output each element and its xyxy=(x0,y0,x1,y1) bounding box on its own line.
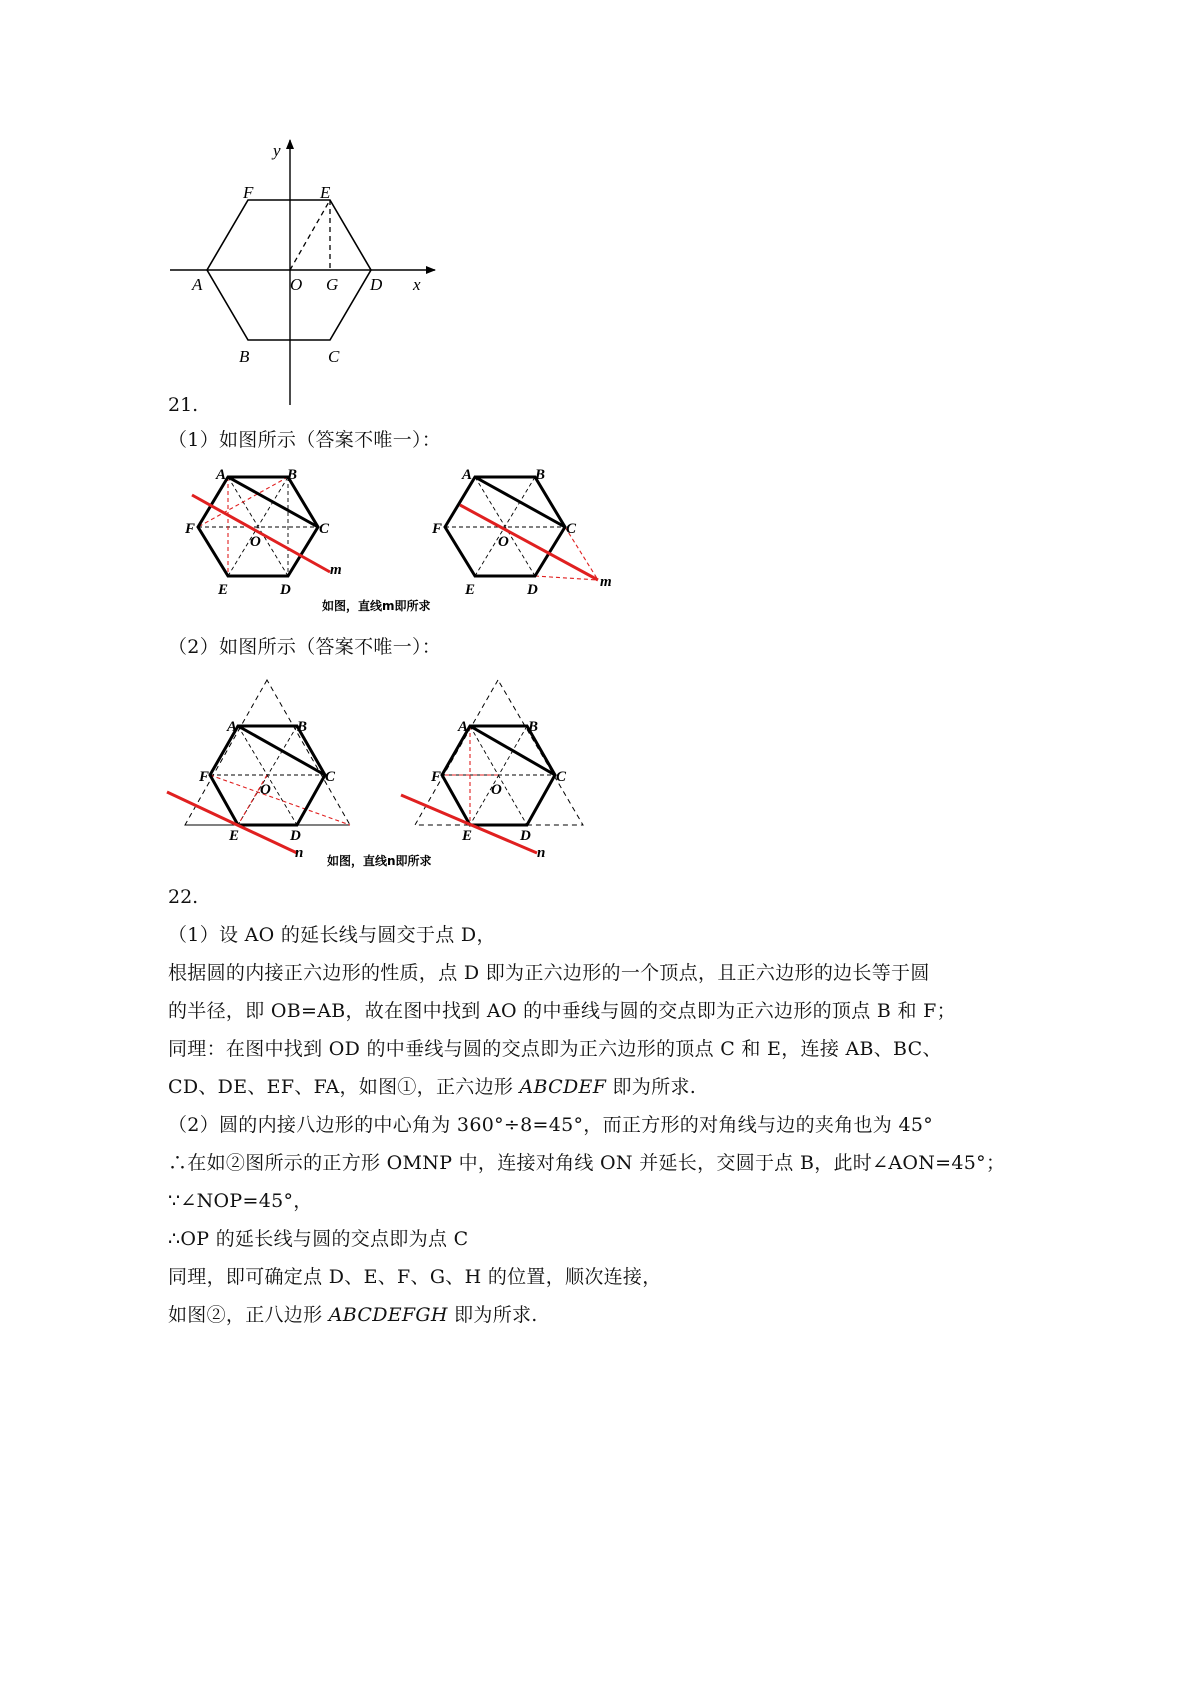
svg-text:O: O xyxy=(498,534,509,550)
q21-number: 21. xyxy=(168,394,199,416)
svg-text:A: A xyxy=(462,467,473,483)
svg-text:D: D xyxy=(520,828,531,844)
svg-text:E: E xyxy=(465,582,476,598)
svg-text:F: F xyxy=(185,521,196,537)
hexagon-name: ABCDEF xyxy=(519,1076,607,1098)
q22-number: 22. xyxy=(168,886,199,908)
q21-part2-figures xyxy=(165,675,605,875)
svg-text:D: D xyxy=(280,582,291,598)
q21-part1-figures xyxy=(180,462,620,617)
svg-text:F: F xyxy=(431,769,442,785)
svg-text:m: m xyxy=(600,574,612,590)
svg-text:B: B xyxy=(297,719,308,735)
q22-line-11-post: 即为所求. xyxy=(447,1304,538,1326)
line-m-right xyxy=(460,505,598,580)
q22-line-5 xyxy=(168,1075,696,1099)
svg-text:O: O xyxy=(491,782,502,798)
caption-n: 如图，直线n即所求 xyxy=(327,854,432,868)
svg-text:C: C xyxy=(325,769,336,785)
svg-text:D: D xyxy=(290,828,301,844)
svg-text:n: n xyxy=(295,845,304,861)
svg-text:O: O xyxy=(250,534,261,550)
label-a: A xyxy=(192,275,203,294)
svg-text:E: E xyxy=(218,582,229,598)
x-axis-arrow xyxy=(426,266,436,274)
q21-hexagon-right xyxy=(431,467,612,598)
q22-line-1: （1）设 AO 的延长线与圆交于点 D， xyxy=(168,924,496,946)
q21-hexagon-left xyxy=(184,467,342,598)
svg-text:D: D xyxy=(527,582,538,598)
svg-text:E: E xyxy=(229,828,240,844)
y-axis-arrow xyxy=(286,139,294,149)
q22-line-5-pre: CD、DE、EF、FA，如图①，正六边形 xyxy=(168,1076,520,1098)
svg-text:A: A xyxy=(458,719,469,735)
svg-text:B: B xyxy=(535,467,546,483)
q22-line-11 xyxy=(168,1303,538,1327)
svg-text:O: O xyxy=(260,782,271,798)
q22-line-2: 根据圆的内接正六边形的性质，点 D 即为正六边形的一个顶点，且正六边形的边长等于圆 xyxy=(168,962,930,984)
svg-text:A: A xyxy=(227,719,238,735)
svg-text:m: m xyxy=(330,562,342,578)
q22-line-10: 同理，即可确定点 D、E、F、G、H 的位置，顺次连接， xyxy=(168,1266,662,1288)
q22-line-3: 的半径，即 OB=AB，故在图中找到 AO 的中垂线与圆的交点即为正六边形的顶点 B 和 F； xyxy=(168,1000,956,1022)
label-d: D xyxy=(370,275,383,294)
svg-text:n: n xyxy=(537,845,546,861)
svg-text:E: E xyxy=(462,828,473,844)
q22-line-6: （2）圆的内接八边形的中心角为 360°÷8=45°，而正方形的对角线与边的夹角也为 45° xyxy=(168,1114,934,1136)
line-m-left xyxy=(192,495,330,572)
caption-m: 如图，直线m即所求 xyxy=(322,599,431,613)
q21-hexagon-triangle-left xyxy=(167,680,350,861)
svg-text:A: A xyxy=(216,467,227,483)
q22-line-5-post: 即为所求. xyxy=(606,1076,697,1098)
svg-text:B: B xyxy=(287,467,298,483)
q22-line-8: ∵∠NOP=45°， xyxy=(168,1190,313,1212)
label-c: C xyxy=(328,347,340,366)
segment-oe xyxy=(290,200,330,270)
label-o: O xyxy=(290,275,303,294)
svg-text:C: C xyxy=(556,769,567,785)
svg-text:F: F xyxy=(432,521,443,537)
label-y: y xyxy=(273,141,281,160)
q22-line-9: ∴OP 的延长线与圆的交点即为点 C xyxy=(168,1228,469,1250)
label-b: B xyxy=(239,347,250,366)
hexagon-coordinate-figure xyxy=(170,135,460,415)
q22-line-11-pre: 如图②，正八边形 xyxy=(168,1304,329,1326)
label-e: E xyxy=(320,183,331,202)
svg-text:F: F xyxy=(199,769,210,785)
svg-text:C: C xyxy=(319,521,330,537)
label-f: F xyxy=(243,183,254,202)
octagon-name: ABCDEFGH xyxy=(328,1304,448,1326)
label-g: G xyxy=(326,275,339,294)
q21-part2-line: （2）如图所示（答案不唯一）： xyxy=(168,636,442,658)
q21-part1-line: （1）如图所示（答案不唯一）： xyxy=(168,429,442,451)
label-x: x xyxy=(413,275,421,294)
q21-hexagon-triangle-right xyxy=(401,680,583,861)
q22-line-4: 同理：在图中找到 OD 的中垂线与圆的交点即为正六边形的顶点 C 和 E，连接 AB、BC、 xyxy=(168,1038,942,1060)
q22-line-7: ∴在如②图所示的正方形 OMNP 中，连接对角线 ON 并延长，交圆于点 B，此时∠AON=45°； xyxy=(168,1152,1006,1174)
svg-text:B: B xyxy=(528,719,539,735)
svg-text:C: C xyxy=(566,521,577,537)
